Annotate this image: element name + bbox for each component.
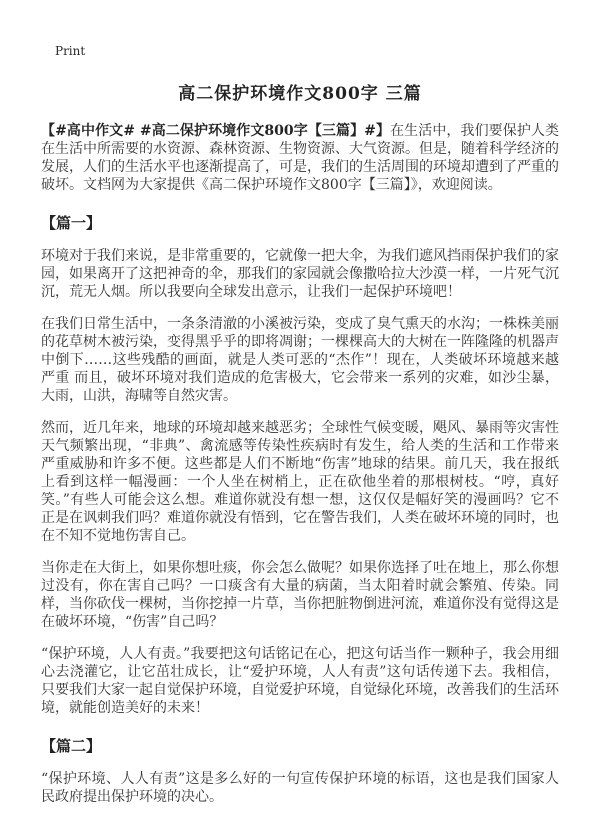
intro-paragraph bbox=[41, 122, 559, 194]
paragraph: 当你走在大街上，如果你想吐痰，你会怎么做呢？如果你选择了吐在地上，那么你想过没有，你在害自己吗？一口痰含有大量的病菌，当太阳着时就会繁殖、传染。同样，当你砍伐一棵树，当你挖掉一片草，当你把脏物倒进河流，难道你没有觉得这是在破坏环境，“伤害”自己吗？ bbox=[41, 560, 559, 630]
intro-bold-tags: 【#高中作文# #高二保护环境作文800字【三篇】#】 bbox=[41, 123, 391, 139]
paragraph: 然而，近几年来，地球的环境却越来越恶劣；全球性气候变暖，飓风、暴雨等灾害性天气频繁出现，“非典”、禽流感等传染性疾病时有发生，给人类的生活和工作带来严重威胁和许多不便。这些都是人们不断地“伤害”地球的结果。前几天，我在报纸上看到这样一幅漫画：一个人坐在树梢上，正在砍他坐着的那根树枝。“哼，真好笑。”有些人可能会这么想。难道你就没有想一想，这仅仅是幅好笑的漫画吗？它不正是在讽刺我们吗？难道你就没有悟到，它在警告我们，人类在破坏环境的同时，也在不知不觉地伤害自己。 bbox=[41, 420, 559, 544]
paragraph: 在我们日常生活中，一条条清澈的小溪被污染，变成了臭气熏天的水沟；一株株美丽的花草树木被污染，变得黑乎乎的即将凋谢；一棵棵高大的大树在一阵隆隆的机器声中倒下……这些残酷的画面，就是人类可恶的“杰作”！现在，人类破坏环境越来越严重 而且，破坏环境对我们造成的危害极大，它会带来一系列的灾难，如沙尘暴，大雨，山洪，海啸等自然灾害。 bbox=[41, 316, 559, 404]
intro-text: 在生活中，我们要保护人类在生活中所需要的水资源、森林资源、生物资源、大气资源。但是，随着科学经济的发展，人们的生活水平也逐渐提高了，可是，我们的生活周围的环境却遭到了严重的破坏。文档网为大家提供《高二保护环境作文800字【三篇】》，欢迎阅读。 bbox=[41, 123, 559, 193]
paragraph: “保护环境、人人有责”这是多么好的一句宣传保护环境的标语，这也是我们国家人民政府提出保护环境的决心。 bbox=[41, 771, 559, 805]
section-heading-2: 【篇二】 bbox=[41, 737, 102, 755]
page-title: 高二保护环境作文800字 三篇 bbox=[178, 84, 422, 104]
paragraph: “保护环境，人人有责。”我要把这句话铭记在心，把这句话当作一颗种子，我会用细心去浇灌它，让它茁壮成长，让“爱护环境，人人有责”这句话传递下去。我相信，只要我们大家一起自觉保护环境，自觉爱护环境，自觉绿化环境，改善我们的生活环境，就能创造美好的未来！ bbox=[41, 646, 559, 716]
paragraph: 环境对于我们来说，是非常重要的，它就像一把大伞，为我们遮风挡雨保护我们的家园，如果离开了这把神奇的伞，那我们的家园就会像撒哈拉大沙漠一样，一片死气沉沉，荒无人烟。所以我要向全球发出意示，让我们一起保护环境吧！ bbox=[41, 248, 559, 300]
print-link[interactable]: Print bbox=[55, 44, 86, 58]
section-heading-1: 【篇一】 bbox=[41, 214, 102, 232]
